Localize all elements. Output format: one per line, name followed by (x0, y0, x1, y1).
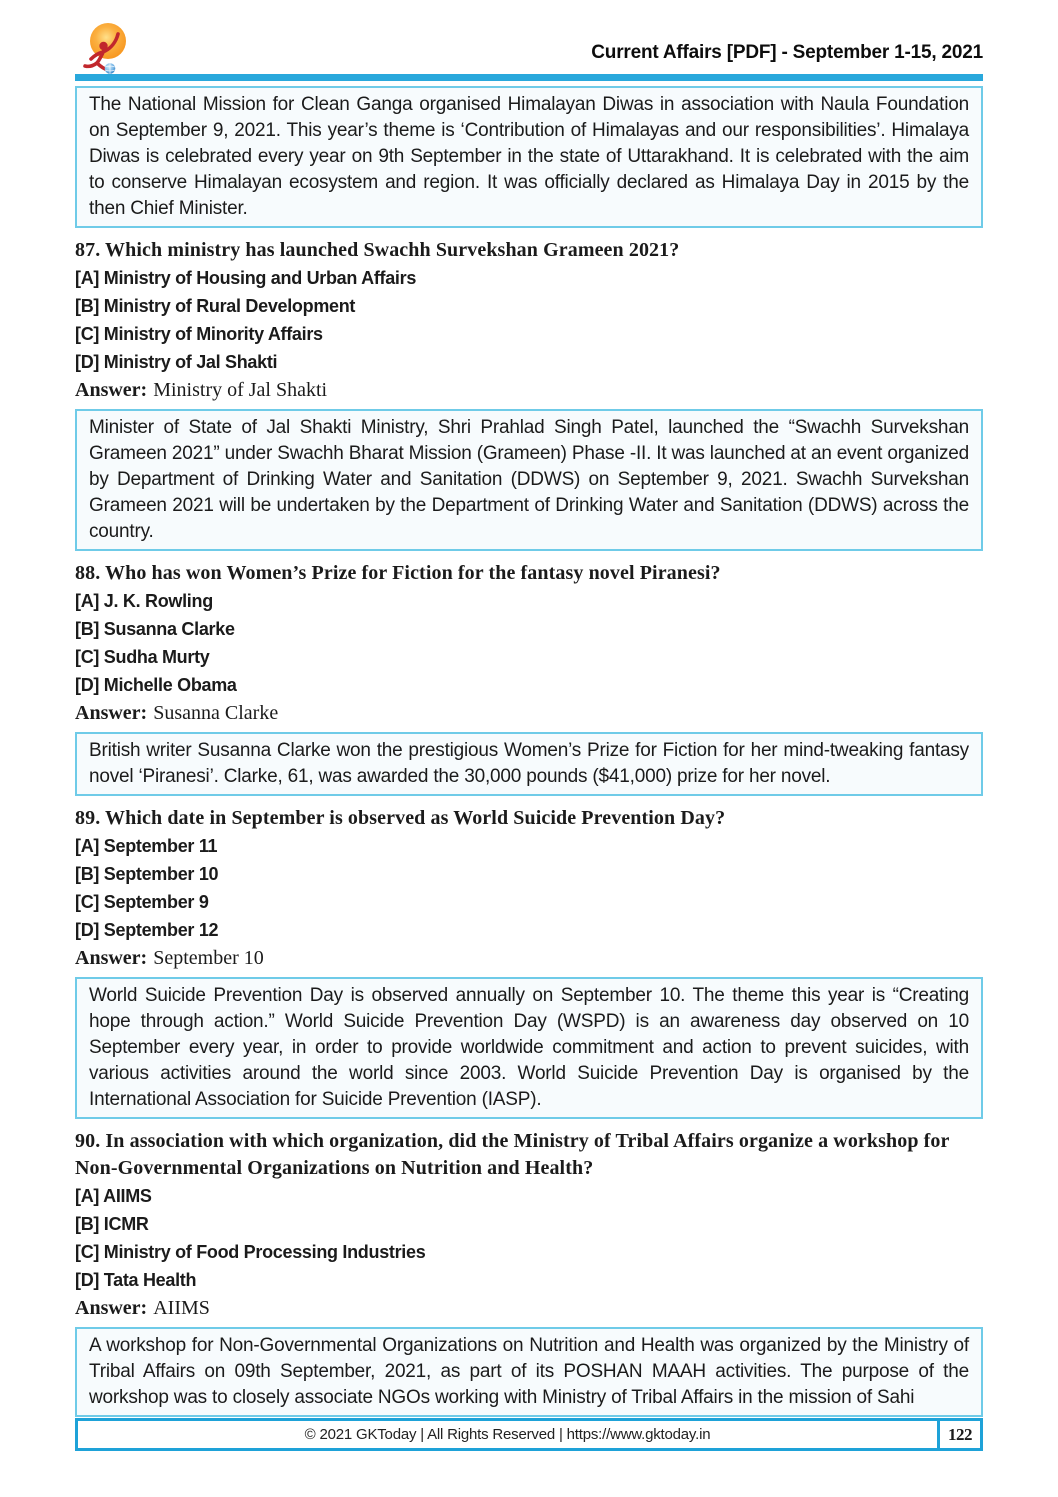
option-c: [C] Ministry of Minority Affairs (75, 324, 323, 344)
page-number: 122 (937, 1421, 980, 1448)
question-block-90 (75, 1128, 983, 1417)
option-c: [C] Sudha Murty (75, 647, 210, 667)
option-c: [C] September 9 (75, 892, 209, 912)
explanation-box (75, 732, 983, 796)
page-header (75, 0, 983, 81)
option-a: [A] J. K. Rowling (75, 591, 213, 611)
answer-line (75, 1294, 983, 1322)
option-a: [A] September 11 (75, 836, 218, 856)
option-b: [B] Susanna Clarke (75, 619, 235, 639)
question-block-87 (75, 237, 983, 551)
answer-line (75, 944, 983, 972)
question-text: 89. Which date in September is observed as World Suicide Prevention Day? (75, 807, 726, 829)
option-a: [A] Ministry of Housing and Urban Affairs (75, 268, 417, 288)
answer-line (75, 376, 983, 404)
explanation-box (75, 409, 983, 551)
question-block-88 (75, 560, 983, 796)
option-a: [A] AIIMS (75, 1186, 152, 1206)
answer-label: Answer: (75, 702, 148, 724)
option-d: [D] Michelle Obama (75, 675, 237, 695)
intro-fact-box (75, 86, 983, 228)
explanation-text: British writer Susanna Clarke won the prestigious Women’s Prize for Fiction for her mind-tweaking fantasy novel ‘Piranesi’. Clarke, 61, was awarded the 30,000 pounds ($41,000) prize for her novel. (89, 740, 969, 787)
option-b: [B] ICMR (75, 1214, 149, 1234)
answer-value: September 10 (153, 947, 264, 969)
answer-label: Answer: (75, 947, 148, 969)
page-footer (75, 1418, 983, 1451)
document-title: Current Affairs [PDF] - September 1-15, 2021 (591, 42, 983, 63)
question-text: 88. Who has won Women’s Prize for Fiction for the fantasy novel Piranesi? (75, 562, 721, 584)
explanation-text: World Suicide Prevention Day is observed annually on September 10. The theme this year is “Creating hope through action.” World Suicide Prevention Day (WSPD) is an awareness day observed on 10 September every year, in order to provide worldwide commitment and action to prevent suicides, with various activities around the world since 2003. World Suicide Prevention Day is organised by the International Association for Suicide Prevention (IASP). (89, 985, 969, 1110)
question-block-89 (75, 805, 983, 1119)
answer-label: Answer: (75, 379, 148, 401)
option-d: [D] Ministry of Jal Shakti (75, 352, 278, 372)
gktoday-logo-icon (75, 22, 139, 74)
intro-fact-text: The National Mission for Clean Ganga organised Himalayan Diwas in association with Naula Foundation on September 9, 2021. This year’s theme is ‘Contribution of Himalayas and our responsibilities’. Himalaya Diwas is celebrated every year on 9th September in the state of Uttarakhand. It is celebrated with the aim to conserve Himalayan ecosystem and region. It was officially declared as Himalaya Day in 2015 by the then Chief Minister. (89, 94, 969, 219)
option-b: [B] September 10 (75, 864, 219, 884)
answer-value: Susanna Clarke (153, 702, 279, 724)
explanation-box (75, 1327, 983, 1417)
option-d: [D] September 12 (75, 920, 219, 940)
question-text: 87. Which ministry has launched Swachh Survekshan Grameen 2021? (75, 239, 680, 261)
option-d: [D] Tata Health (75, 1270, 197, 1290)
explanation-box (75, 977, 983, 1119)
explanation-text: Minister of State of Jal Shakti Ministry, Shri Prahlad Singh Patel, launched the “Swachh Survekshan Grameen 2021” under Swachh Bharat Mission (Grameen) Phase -II. It was launched at an event organized by Department of Drinking Water and Sanitation (DDWS) on September 9, 2021. Swachh Survekshan Grameen 2021 will be undertaken by the Department of Drinking Water and Sanitation (DDWS) across the country. (89, 417, 969, 542)
footer-copyright: © 2021 GKToday | All Rights Reserved | https://www.gktoday.in (304, 1426, 711, 1443)
answer-label: Answer: (75, 1297, 148, 1319)
answer-value: Ministry of Jal Shakti (153, 379, 328, 401)
option-b: [B] Ministry of Rural Development (75, 296, 356, 316)
question-text: 90. In association with which organization, did the Ministry of Tribal Affairs organize a workshop for Non-Governmental Organizations on Nutrition and Health? (75, 1130, 950, 1179)
option-c: [C] Ministry of Food Processing Industries (75, 1242, 426, 1262)
answer-value: AIIMS (153, 1297, 210, 1319)
answer-line (75, 699, 983, 727)
header-divider (75, 74, 983, 81)
explanation-text: A workshop for Non-Governmental Organizations on Nutrition and Health was organized by the Ministry of Tribal Affairs on 09th September, 2021, as part of its POSHAN MAAH activities. The purpose of the workshop was to closely associate NGOs working with Ministry of Tribal Affairs in the mission of Sahi (89, 1335, 969, 1408)
